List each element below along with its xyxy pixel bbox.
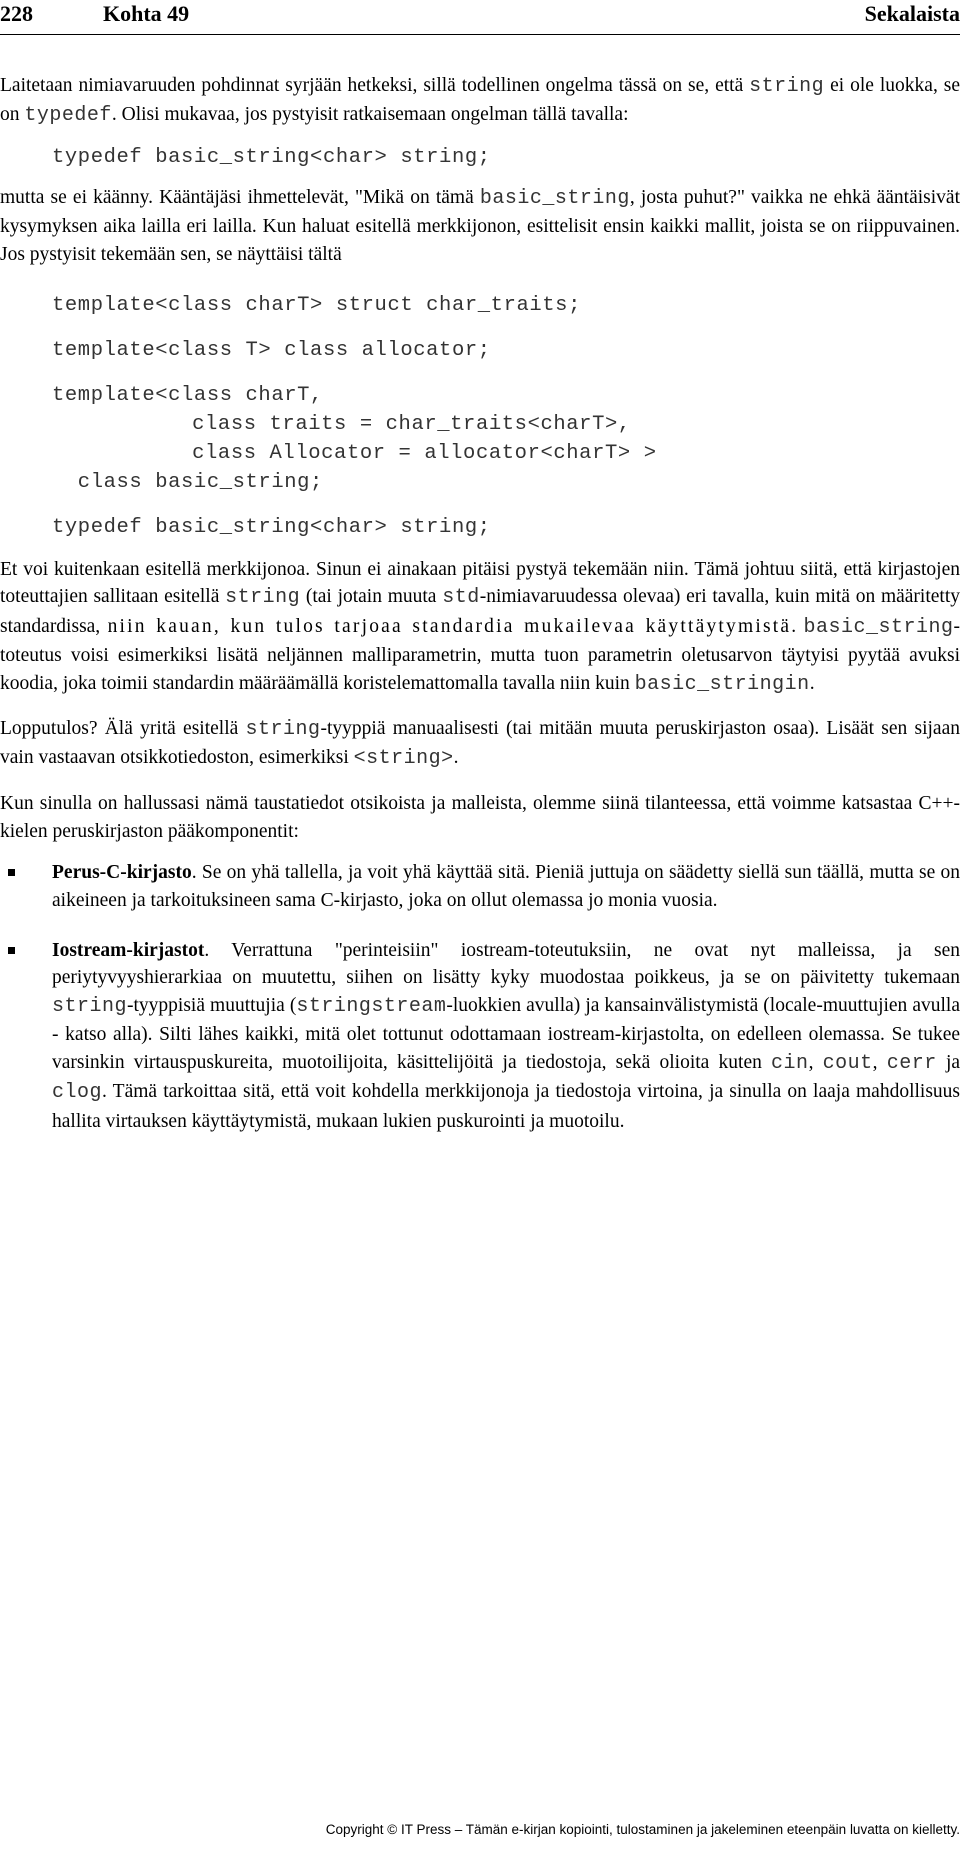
code-line: class basic_string; [52, 470, 323, 494]
code-line: template<class T> class allocator; [52, 338, 491, 362]
text: -tyyppisiä muuttujia ( [127, 995, 297, 1016]
code-block-1 [52, 143, 960, 172]
item-title: Perus-C-kirjasto [52, 862, 192, 884]
square-bullet-icon [8, 869, 15, 876]
text: -toteutus voisi esimerkiksi lisätä neljännen malliparametrin, mutta tuon parametrin oletusarvon täytyisi pyytää avuksi koodia, joka toimii standardin määräämällä koristelemattomalla tavalla niin kuin [0, 615, 960, 694]
text: Lopputulos? Älä yritä esitellä [0, 718, 246, 740]
code-line: typedef basic_string<char> string; [52, 145, 491, 169]
code-inline: cout [822, 1052, 873, 1076]
chapter-title: Kohta 49 [103, 1, 190, 26]
running-header [0, 0, 960, 28]
text: . Olisi mukavaa, jos pystyisit ratkaisemaan ongelman tällä tavalla: [111, 104, 629, 126]
code-inline: cerr [886, 1052, 937, 1076]
text: Et voi kuitenkaan esitellä merkkijonoa. Sinun ei ainakaan pitäisi pystyä tekemään niin. Tämä johtuu siitä, että kirjastojen toteuttajien sallitaan esitellä [0, 558, 960, 608]
text: . [453, 747, 459, 769]
code-inline: clog [52, 1081, 103, 1105]
text: ja [936, 1052, 960, 1074]
code-inline: cin [771, 1052, 809, 1076]
text: . Se on yhä tallella, ja voit yhä käyttää sitä. Pieniä juttuja on säädetty siellä sun täällä, mutta se on aikeineen ja tarkoituksineen sama C-kirjasto, joka on ollut olemassa jo monia vuosia. [52, 862, 960, 911]
code-inline: string [245, 718, 321, 742]
code-inline: std [442, 586, 480, 610]
page-body [0, 72, 960, 1158]
text: , josta puhut?" vaikka ne ehkä ääntäisivät kysymyksen aika lailla eri lailla. Kun haluat esitellä merkkijonon, esittelisit ensin kaikki mallit, joista se on riippuvainen. Jos pystyisit tekemään sen, se näyttäisi tältä [0, 186, 960, 265]
code-inline: basic_string [479, 186, 630, 210]
paragraph-1 [0, 72, 960, 131]
code-inline: basic_stringin [634, 672, 810, 696]
paragraph-5: Kun sinulla on hallussasi nämä taustatiedot otsikoista ja malleista, olemme siinä tilanteessa, että voimme katsastaa C++-kielen peruskirjaston pääkomponentit: [0, 792, 960, 842]
text: . Verrattuna "perinteisiin" iostream-toteutuksiin, ne ovat nyt malleissa, ja sen periytyvyyshierarkiaa on muutettu, siihen on lisätty kyky muodostaa poikkeus, ja se on päivitetty tukemaan [52, 939, 960, 989]
text: . [809, 672, 815, 694]
text: Laitetaan nimiavaruuden pohdinnat syrjään hetkeksi, sillä todellinen ongelma tässä on se, että [0, 75, 750, 96]
code-inline: string [225, 586, 301, 610]
text: niin kauan, kun tulos tarjoaa standardia mukailevaa käyttäytymistä [107, 615, 792, 637]
code-line: class traits = char_traits<charT>, [76, 412, 631, 436]
list-item [0, 937, 960, 1136]
code-inline: string [749, 75, 825, 98]
code-inline: typedef [24, 104, 112, 128]
code-block-2 [52, 291, 960, 542]
component-list [0, 859, 960, 1135]
square-bullet-icon [8, 947, 15, 954]
item-title: Iostream-kirjastot [52, 939, 205, 961]
code-line: typedef basic_string<char> string; [52, 515, 491, 539]
list-item [0, 859, 960, 914]
text: . [791, 615, 804, 637]
code-line: class Allocator = allocator<charT> > [76, 441, 657, 465]
code-line: template<class charT, [52, 383, 323, 407]
code-inline: <string> [353, 747, 454, 771]
text: , [808, 1052, 823, 1074]
page-number: 228 [0, 1, 33, 26]
paragraph-4 [0, 715, 960, 774]
header-rule [0, 34, 960, 35]
text: . Tämä tarkoittaa sitä, että voit kohdella merkkijonoja ja tiedostoja virtoina, ja sinulla on laaja mahdollisuus hallita virtauksen käyttäytymistä, mukaan lukien puskurointi ja muotoilu. [52, 1081, 960, 1132]
text: (tai jotain muuta [300, 586, 443, 608]
text: , [872, 1052, 887, 1074]
text: ei ole luokka, se on [0, 75, 960, 126]
copyright-footer: Copyright © IT Press – Tämän e-kirjan kopiointi, tulostaminen ja jakeleminen eteenpäin luvatta on kielletty. [325, 1822, 960, 1837]
code-line: template<class charT> struct char_traits; [52, 293, 581, 317]
text: -tyyppiä manuaalisesti (tai mitään muuta peruskirjaston osaa). Lisäät sen sijaan vain vastaavan otsikkotiedoston, esimerkiksi [0, 718, 960, 769]
code-inline: basic_string [803, 615, 954, 639]
code-inline: stringstream [296, 995, 447, 1018]
paragraph-2 [0, 184, 960, 269]
text: -luokkien avulla) ja kansainvälistymistä (locale-muuttujien avulla - katso alla). Silti lähes kaikki, mitä olet tottunut odottamaan iostream-kirjastolta, on edelleen olemassa. Se tukee varsinkin virtauspuskureita, muotoilijoita, käsittelijöitä ja tiedostoja, sekä olioita kuten [52, 995, 960, 1074]
code-inline: string [52, 995, 128, 1018]
paragraph-3 [0, 556, 960, 700]
text: mutta se ei käänny. Kääntäjäsi ihmettelevät, "Mikä on tämä [0, 186, 480, 208]
text: -nimiavaruudessa olevaa) eri tavalla, kuin mitä on määritetty standardissa, [0, 586, 960, 637]
section-title: Sekalaista [864, 1, 960, 26]
